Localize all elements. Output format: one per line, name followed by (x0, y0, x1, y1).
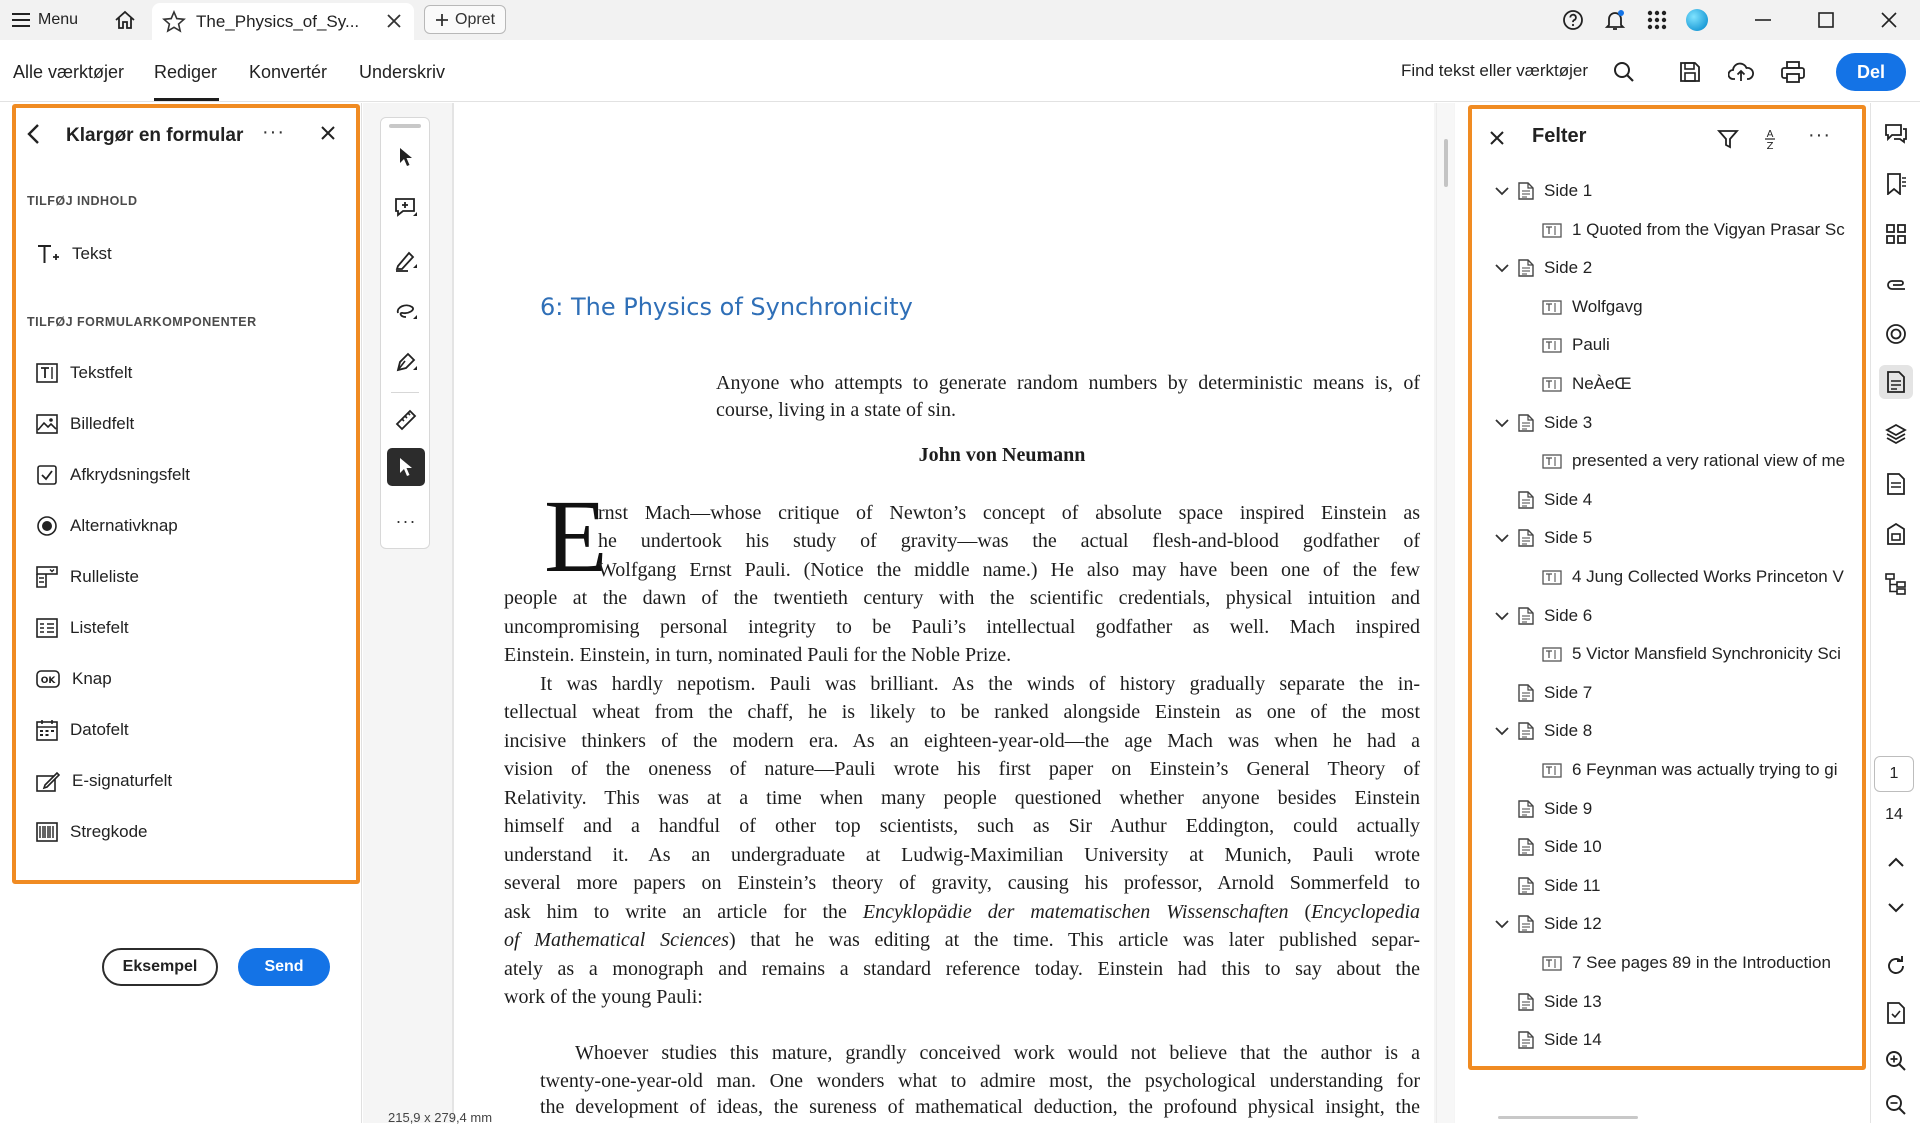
svg-text:Z: Z (1766, 141, 1774, 151)
quote-line: the development of ideas, the sureness of mathematical deduction, the profound physical insight, the (540, 1096, 1420, 1118)
chevron-down-icon[interactable] (1490, 533, 1514, 543)
tree-item-label: Side 4 (1544, 490, 1593, 509)
tree-page-item[interactable] (1490, 716, 1862, 746)
tree-item-label: 1 Quoted from the Vigyan Prasar Sc (1572, 220, 1845, 239)
zoom-in-icon (1885, 1050, 1907, 1072)
tree-page-item[interactable] (1490, 523, 1862, 553)
layers-button[interactable] (1879, 417, 1913, 451)
page-icon (1518, 915, 1534, 933)
chevron-down-icon[interactable] (1490, 263, 1514, 273)
tree-item-label: 5 Victor Mansfield Synchronicity Sci (1572, 644, 1841, 663)
paragraph-line: work of the young Pauli: (504, 986, 703, 1008)
tree-item-label: Side 2 (1544, 258, 1593, 277)
tab-convert[interactable]: Konvertér (249, 62, 328, 82)
svg-text:OK: OK (40, 676, 56, 686)
line-segment: ( (1288, 901, 1312, 923)
print-button[interactable] (1779, 58, 1807, 86)
text-field-icon (1542, 569, 1562, 585)
tree-field-item[interactable] (1490, 948, 1862, 978)
epigraph: Anyone who attempts to generate random numbers by deterministic means is, of course, living in a state of sin. (716, 372, 1420, 421)
paragraph-line: he undertook his study of gravity—was the actual flesh-and-blood godfather of (598, 530, 1420, 552)
tree-item-label: Side 5 (1544, 528, 1593, 547)
layers-icon (1885, 423, 1907, 445)
chevron-down-icon[interactable] (1490, 186, 1514, 196)
paragraph-line: understand it. As an undergraduate at Ludwig-Maximilian University at Munich, Pauli wrote (504, 844, 1420, 866)
epigraph-author: John von Neumann (918, 444, 1086, 466)
more-options-icon[interactable]: ··· (1808, 124, 1831, 146)
page-down-button[interactable] (1879, 891, 1913, 925)
paragraph-line: incisive thinkers of the modern era. As an eighteen-year-old—the age Mach was when he had a (504, 730, 1420, 752)
current-page-input[interactable]: 1 (1874, 756, 1914, 792)
page-icon (1518, 259, 1534, 277)
tree-item-label: Pauli (1572, 335, 1610, 354)
bell-icon (1603, 8, 1627, 32)
page-icon (1518, 684, 1534, 702)
tool-list-box-label: Listefelt (70, 618, 129, 637)
tool-esignature-field[interactable] (36, 768, 172, 794)
paragraph-line: rnst Mach—whose critique of Newton’s concept of absolute space inspired Einstein as (598, 502, 1420, 524)
text-field-icon (1542, 646, 1562, 662)
horizontal-scrollbar[interactable] (1498, 1116, 1638, 1119)
line-segment: ask him to write an article for the (504, 901, 863, 923)
tree-page-item[interactable] (1490, 909, 1862, 939)
tree-item-label: presented a very rational view of me (1572, 451, 1846, 470)
protect-button[interactable] (1879, 517, 1913, 551)
tree-field-item[interactable] (1490, 330, 1862, 360)
tool-esignature-field-label: E-signaturfelt (72, 771, 173, 790)
content-tree-button[interactable] (1879, 567, 1913, 601)
measure-tool-button[interactable] (387, 401, 425, 439)
draw-tool-button[interactable] (387, 292, 425, 330)
comment-add-icon (394, 196, 418, 220)
tool-radio-button-label: Alternativknap (70, 516, 178, 535)
bookmark-icon (1885, 173, 1907, 195)
page-icon (1518, 877, 1534, 895)
page-icon (1518, 491, 1534, 509)
tool-button[interactable] (36, 666, 112, 692)
tool-button-label: Knap (72, 669, 112, 688)
tool-image-field-label: Billedfelt (70, 414, 135, 433)
italic-title: Encyclopedia (1311, 901, 1420, 923)
tree-page-item[interactable] (1490, 832, 1862, 862)
tree-page-item[interactable] (1490, 987, 1862, 1017)
ruler-icon (394, 408, 418, 432)
help-button[interactable] (1560, 7, 1586, 33)
page-icon (1518, 800, 1534, 818)
minimize-icon (1754, 11, 1772, 29)
home-button[interactable] (110, 6, 140, 34)
field-tree (1490, 176, 1862, 1066)
page-icon (1518, 414, 1534, 432)
tree-page-item[interactable] (1490, 408, 1862, 438)
tree-page-item[interactable] (1490, 1025, 1862, 1055)
page-icon (1518, 993, 1534, 1011)
tree-page-item[interactable] (1490, 253, 1862, 283)
cloud-upload-icon (1728, 61, 1754, 83)
add-text-label: Tekst (72, 244, 112, 263)
apps-grid-icon (1647, 10, 1667, 30)
tool-date-field[interactable] (36, 717, 129, 743)
tool-barcode-label: Stregkode (70, 822, 148, 841)
paragraph-line (504, 926, 1420, 954)
chevron-down-icon[interactable] (1490, 726, 1514, 736)
attachments-button[interactable] (1879, 267, 1913, 301)
tree-page-item[interactable] (1490, 794, 1862, 824)
tree-item-label: Side 7 (1544, 683, 1593, 702)
close-tab-icon[interactable] (386, 13, 402, 29)
text-field-icon (36, 363, 58, 383)
document-properties-button[interactable] (1879, 467, 1913, 501)
toolbar-divider (391, 392, 419, 393)
refresh-icon (1885, 955, 1907, 977)
add-text-tool[interactable] (36, 241, 112, 267)
toolbar (0, 40, 1920, 102)
thumbnails-button[interactable] (1879, 217, 1913, 251)
tree-page-item[interactable] (1490, 871, 1862, 901)
tree-page-item[interactable] (1490, 485, 1862, 515)
quick-tools-bar (380, 117, 430, 549)
more-tools-button[interactable] (387, 502, 425, 540)
accessibility-button[interactable] (1879, 317, 1913, 351)
section-form-components: TILFØJ FORMULARKOMPONENTER (27, 315, 257, 329)
text-field-icon (1542, 376, 1562, 392)
close-icon[interactable] (1490, 131, 1504, 145)
close-icon[interactable] (320, 125, 336, 141)
svg-text:A: A (1766, 129, 1774, 140)
document-scrollbar[interactable] (1436, 103, 1454, 1123)
comments-icon (1884, 123, 1908, 145)
form-fields-icon (1886, 371, 1906, 393)
tree-item-label: Side 12 (1544, 914, 1602, 933)
tree-structure-icon (1885, 573, 1907, 595)
tree-item-label: Side 9 (1544, 799, 1593, 818)
add-comment-button[interactable] (387, 189, 425, 227)
target-icon (1885, 323, 1907, 345)
new-tab-button[interactable] (424, 5, 506, 34)
help-icon (1562, 9, 1584, 31)
rotate-button[interactable] (1879, 949, 1913, 983)
close-icon (1881, 12, 1897, 28)
lock-document-icon (1886, 523, 1906, 545)
tree-field-item[interactable] (1490, 755, 1862, 785)
image-field-icon (36, 414, 58, 434)
maximize-icon (1818, 12, 1834, 28)
menu-label: Menu (38, 11, 79, 28)
tree-field-item[interactable] (1490, 215, 1862, 245)
more-options-icon[interactable]: ··· (262, 121, 285, 143)
document-icon (1886, 473, 1906, 495)
paragraph-line: Einstein. Einstein, in turn, nominated Pauli for the Noble Prize. (504, 644, 1012, 666)
form-select-tool-button[interactable] (387, 448, 425, 486)
tree-field-item[interactable] (1490, 369, 1862, 399)
text-field-icon (1542, 337, 1562, 353)
freehand-draw-icon (394, 299, 418, 323)
paragraph-line: It was hardly nepotism. Pauli was brilliant. As the winds of history gradually separate the in- (540, 673, 1420, 695)
italic-title: of Mathematical Sciences (504, 929, 729, 951)
zoom-out-icon (1885, 1094, 1907, 1116)
tree-item-label: Wolfgavg (1572, 297, 1643, 316)
ok-button-icon (36, 669, 60, 689)
chevron-down-icon[interactable] (1490, 611, 1514, 621)
sort-icon[interactable] (1762, 127, 1778, 151)
highlight-tool-button[interactable] (387, 241, 425, 279)
tree-item-label: NeÀeŒ (1572, 374, 1632, 393)
page-fit-icon (1886, 1002, 1906, 1024)
text-field-icon (1542, 453, 1562, 469)
zoom-in-button[interactable] (1879, 1044, 1913, 1078)
tab-sign[interactable]: Underskriv (359, 62, 446, 82)
list-box-icon (36, 618, 58, 638)
new-tab-label: Opret (455, 10, 496, 28)
chevron-down-icon[interactable] (1490, 919, 1514, 929)
tree-item-label: Side 1 (1544, 181, 1593, 200)
tool-checkbox[interactable] (36, 462, 190, 488)
quote-line: twenty-one-year-old man. One wonders what to admire most, the psychological understanding for (540, 1070, 1420, 1092)
fields-panel-title: Felter (1532, 125, 1587, 147)
calendar-icon (36, 719, 58, 741)
paragraph-line: Relativity. This was at a time when many people questioned whether anyone besides Einstein (504, 787, 1420, 809)
close-window-button[interactable] (1876, 7, 1902, 33)
tree-page-item[interactable] (1490, 678, 1862, 708)
page-icon (1518, 607, 1534, 625)
tool-image-field[interactable] (36, 411, 134, 437)
save-button[interactable] (1676, 58, 1704, 86)
chevron-up-icon (1888, 857, 1904, 867)
bookmarks-button[interactable] (1879, 167, 1913, 201)
maximize-button[interactable] (1813, 7, 1839, 33)
grid-icon (1886, 224, 1906, 244)
home-icon (114, 10, 136, 30)
page-up-button[interactable] (1879, 845, 1913, 879)
page-icon (1518, 838, 1534, 856)
text-field-icon (1542, 299, 1562, 315)
section-add-content: TILFØJ INDHOLD (27, 194, 138, 208)
tree-item-label: Side 14 (1544, 1030, 1602, 1049)
page-icon (1518, 1031, 1534, 1049)
tree-item-label: Side 11 (1544, 876, 1601, 895)
document-tab[interactable] (152, 3, 414, 40)
paperclip-icon (1885, 273, 1907, 295)
tool-checkbox-label: Afkrydsningsfelt (70, 465, 190, 484)
search-icon (1613, 61, 1635, 83)
chapter-title: 6: The Physics of Synchronicity (540, 293, 913, 321)
checkbox-icon (36, 465, 58, 485)
tree-field-item[interactable] (1490, 292, 1862, 322)
tab-title: The_Physics_of_Sy... (196, 12, 360, 31)
select-tool-button[interactable] (387, 138, 425, 176)
star-icon[interactable] (162, 10, 186, 34)
send-button[interactable]: Send (238, 948, 330, 986)
tool-dropdown[interactable] (36, 564, 139, 590)
avatar-icon (1685, 8, 1709, 32)
tool-barcode[interactable] (36, 819, 148, 845)
tool-list-box[interactable] (36, 615, 129, 641)
page-size-label: 215,9 x 279,4 mm (388, 1110, 493, 1125)
tab-all-tools[interactable]: Alle værktøjer (13, 62, 125, 82)
paragraph-line: vision of the oneness of nature—Pauli wrote his first paper on Einstein’s General Theory of (504, 758, 1420, 780)
paragraph-line: Wolfgang Ernst Pauli. (Notice the middle name.) He also may have been one of the few (598, 559, 1420, 581)
pen-sign-icon (394, 350, 418, 374)
tree-item-label: 7 See pages 89 in the Introduction (1572, 953, 1831, 972)
cursor-icon (398, 457, 414, 477)
find-tools-label[interactable]: Find tekst eller værktøjer (1401, 61, 1589, 80)
tool-radio-button[interactable] (36, 513, 178, 539)
total-pages: 14 (1885, 806, 1903, 823)
text-field-icon (1542, 955, 1562, 971)
tree-item-label: Side 13 (1544, 992, 1602, 1011)
tree-field-item[interactable] (1490, 639, 1862, 669)
upload-button[interactable] (1727, 58, 1755, 86)
search-button[interactable] (1610, 58, 1638, 86)
paragraph-line: tellectual wheat from the chaff, he is likely to be ranked alongside Einstein as one of the most (504, 701, 1420, 723)
tree-item-label: Side 3 (1544, 413, 1593, 432)
comments-button[interactable] (1879, 117, 1913, 151)
paragraph-line: uncompromising personal integrity to be Pauli’s intellectual godfather as well. Mach inspired (504, 616, 1420, 638)
barcode-icon (36, 822, 58, 842)
tree-field-item[interactable] (1490, 446, 1862, 476)
account-button[interactable] (1684, 7, 1710, 33)
paragraph-line (504, 898, 1420, 926)
fields-button[interactable] (1879, 365, 1913, 399)
page-icon (1518, 182, 1534, 200)
highlighter-icon (394, 248, 418, 272)
text-add-icon (36, 243, 60, 265)
quote-line: Whoever studies this mature, grandly conceived work would not believe that the author is a (575, 1042, 1420, 1064)
zoom-out-button[interactable] (1879, 1088, 1913, 1122)
cursor-icon (398, 147, 414, 167)
more-options-icon: ··· (395, 510, 417, 531)
drop-cap: E (544, 479, 608, 594)
filter-icon[interactable] (1717, 128, 1739, 150)
minimize-button[interactable] (1750, 7, 1776, 33)
paragraph-line: himself and a handful of other top scientists, such as Sir Authur Eddington, could actually (504, 815, 1420, 837)
page-icon (1518, 529, 1534, 547)
tree-page-item[interactable] (1490, 176, 1862, 206)
toolbar-grip[interactable] (389, 124, 421, 128)
text-field-icon (1542, 762, 1562, 778)
apps-button[interactable] (1644, 7, 1670, 33)
paragraph-line: several more papers on Einstein’s theory of gravity, causing his professor, Arnold Sommerfeld to (504, 872, 1420, 894)
menu-button[interactable] (12, 8, 78, 32)
tree-item-label: 6 Feynman was actually trying to gi (1572, 760, 1838, 779)
notifications-button[interactable] (1602, 7, 1628, 33)
scrollbar-thumb[interactable] (1444, 139, 1448, 187)
chevron-down-icon (1888, 903, 1904, 913)
title-bar (0, 0, 1920, 40)
fill-sign-tool-button[interactable] (387, 343, 425, 381)
tree-item-label: Side 10 (1544, 837, 1602, 856)
save-icon (1679, 61, 1701, 83)
tool-text-field-label: Tekstfelt (70, 363, 133, 382)
tree-page-item[interactable] (1490, 601, 1862, 631)
tool-text-field[interactable] (36, 360, 132, 386)
plus-icon (435, 13, 449, 27)
dropdown-icon (36, 566, 58, 588)
back-arrow-icon[interactable] (24, 123, 44, 145)
paragraph-line: ately as a monograph and remains a standard reference today. Einstein had this to say about the (504, 958, 1420, 980)
paragraph-line: people at the dawn of the twentieth century with the scientific credentials, physical intuition and (504, 587, 1420, 609)
line-segment: ) that he was editing at the time. This article was later published separ- (728, 929, 1421, 951)
chevron-down-icon[interactable] (1490, 418, 1514, 428)
tool-dropdown-label: Rulleliste (70, 567, 139, 586)
page-display-button[interactable] (1879, 996, 1913, 1030)
tab-edit[interactable]: Rediger (154, 62, 218, 82)
active-tab-indicator (154, 98, 219, 101)
tree-item-label: Side 6 (1544, 606, 1593, 625)
tree-item-label: Side 8 (1544, 721, 1593, 740)
page-icon (1518, 722, 1534, 740)
panel-title: Klargør en formular (66, 125, 244, 146)
signature-icon (36, 770, 60, 792)
italic-title: Encyklopädie der matematischen Wissenschaften (862, 901, 1289, 923)
text-field-icon (1542, 222, 1562, 238)
tool-date-field-label: Datofelt (70, 720, 129, 739)
printer-icon (1781, 61, 1805, 83)
share-button[interactable]: Del (1836, 53, 1906, 91)
preview-button[interactable]: Eksempel (102, 948, 218, 986)
hamburger-icon (12, 13, 30, 27)
tree-field-item[interactable] (1490, 562, 1862, 592)
right-rail (1870, 103, 1920, 1123)
radio-button-icon (36, 515, 58, 537)
tree-item-label: 4 Jung Collected Works Princeton V (1572, 567, 1844, 586)
